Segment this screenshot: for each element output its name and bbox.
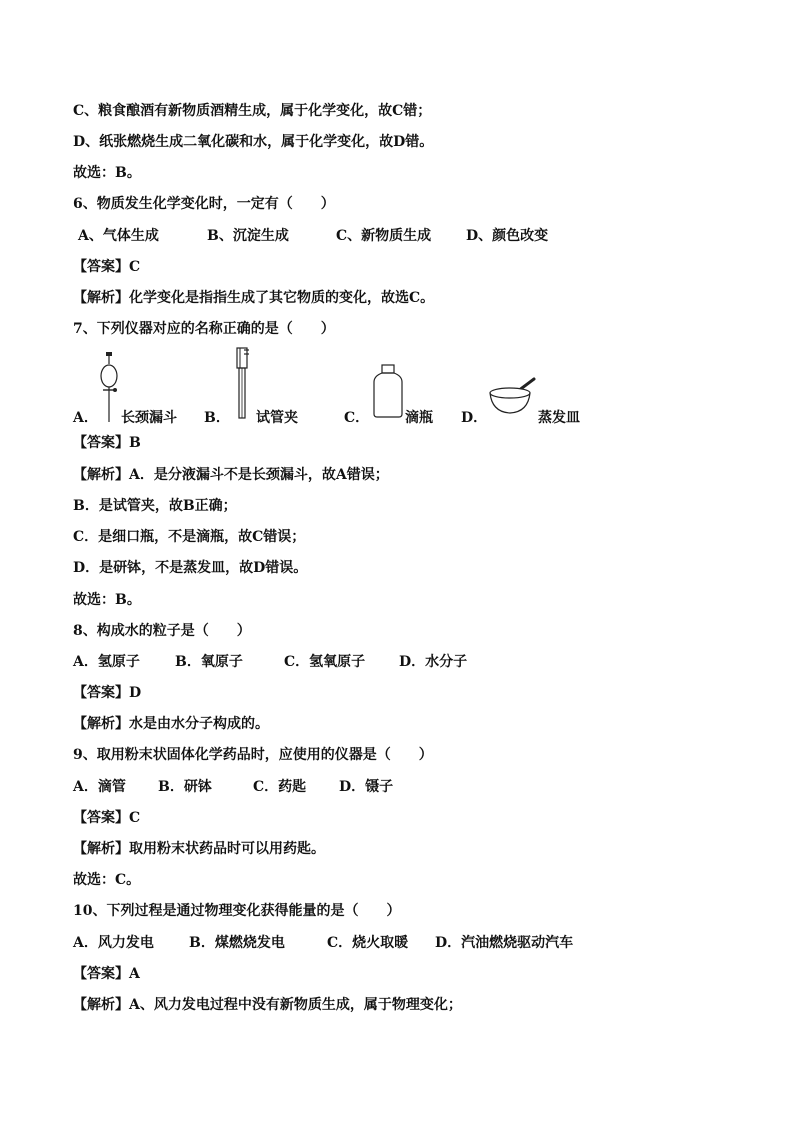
- q10-explanation: 【解析】A、风力发电过程中没有新物质生成，属于物理变化；: [73, 997, 462, 1013]
- text-line: D、纸张燃烧生成二氧化碳和水，属于化学变化，故D错。: [73, 134, 434, 150]
- q10-option-a: A．风力发电: [73, 935, 154, 951]
- q7-b-name: 试管夹: [256, 410, 298, 426]
- q6-option-a: A、气体生成: [78, 228, 159, 244]
- q7-a-name: 长颈漏斗: [121, 410, 177, 426]
- q7-a-letter: A．: [73, 410, 98, 426]
- q8-explanation: 【解析】水是由水分子构成的。: [73, 716, 269, 732]
- q7-selection: 故选：B。: [73, 592, 141, 608]
- q10-option-b: B．煤燃烧发电: [189, 935, 285, 951]
- q8-option-b: B．氧原子: [175, 654, 243, 670]
- question-7: 7、下列仪器对应的名称正确的是（ ）: [73, 321, 335, 337]
- q10-answer: 【答案】A: [73, 966, 140, 982]
- mortar-pestle-icon: [488, 376, 540, 416]
- q9-option-a: A．滴管: [73, 779, 126, 795]
- q6-option-c: C、新物质生成: [336, 228, 432, 244]
- q9-answer: 【答案】C: [73, 810, 141, 826]
- q7-answer: 【答案】B: [73, 435, 141, 451]
- q7-d-name: 蒸发皿: [538, 410, 580, 426]
- question-6: 6、物质发生化学变化时，一定有（ ）: [73, 196, 335, 212]
- q9-option-b: B．研钵: [158, 779, 212, 795]
- question-9: 9、取用粉末状固体化学药品时，应使用的仪器是（ ）: [73, 747, 433, 763]
- q6-answer: 【答案】C: [73, 259, 141, 275]
- q7-c-letter: C．: [344, 410, 370, 426]
- q7-c-name: 滴瓶: [405, 410, 433, 426]
- q6-option-d: D、颜色改变: [466, 228, 549, 244]
- q7-explanation-4: D．是研钵，不是蒸发皿，故D错误。: [73, 560, 308, 576]
- q8-option-a: A．氢原子: [73, 654, 140, 670]
- question-8: 8、构成水的粒子是（ ）: [73, 623, 251, 639]
- q6-explanation: 【解析】化学变化是指指生成了其它物质的变化，故选C。: [73, 290, 435, 306]
- q8-answer: 【答案】D: [73, 685, 142, 701]
- q7-explanation-2: B．是试管夹，故B正确；: [73, 498, 237, 514]
- q9-selection: 故选：C。: [73, 872, 141, 888]
- question-10: 10、下列过程是通过物理变化获得能量的是（ ）: [73, 903, 401, 919]
- q6-option-b: B、沉淀生成: [207, 228, 289, 244]
- q8-option-c: C．氢氧原子: [284, 654, 366, 670]
- separatory-funnel-icon: [96, 352, 122, 424]
- text-line: C、粮食酿酒有新物质酒精生成，属于化学变化，故C错；: [73, 103, 432, 119]
- q9-option-d: D．镊子: [339, 779, 394, 795]
- text-line: 故选：B。: [73, 165, 141, 181]
- q7-explanation-1: 【解析】A．是分液漏斗不是长颈漏斗，故A错误；: [73, 467, 389, 483]
- reagent-bottle-icon: [372, 364, 404, 418]
- q7-b-letter: B．: [204, 410, 230, 426]
- q7-explanation-3: C．是细口瓶，不是滴瓶，故C错误；: [73, 529, 306, 545]
- q8-option-d: D．水分子: [399, 654, 468, 670]
- q9-explanation: 【解析】取用粉末状药品时可以用药匙。: [73, 841, 325, 857]
- q9-option-c: C．药匙: [253, 779, 307, 795]
- q10-option-d: D．汽油燃烧驱动汽车: [435, 935, 574, 951]
- test-tube-holder-icon: [232, 346, 252, 420]
- q10-option-c: C．烧火取暖: [327, 935, 409, 951]
- q7-d-letter: D．: [461, 410, 488, 426]
